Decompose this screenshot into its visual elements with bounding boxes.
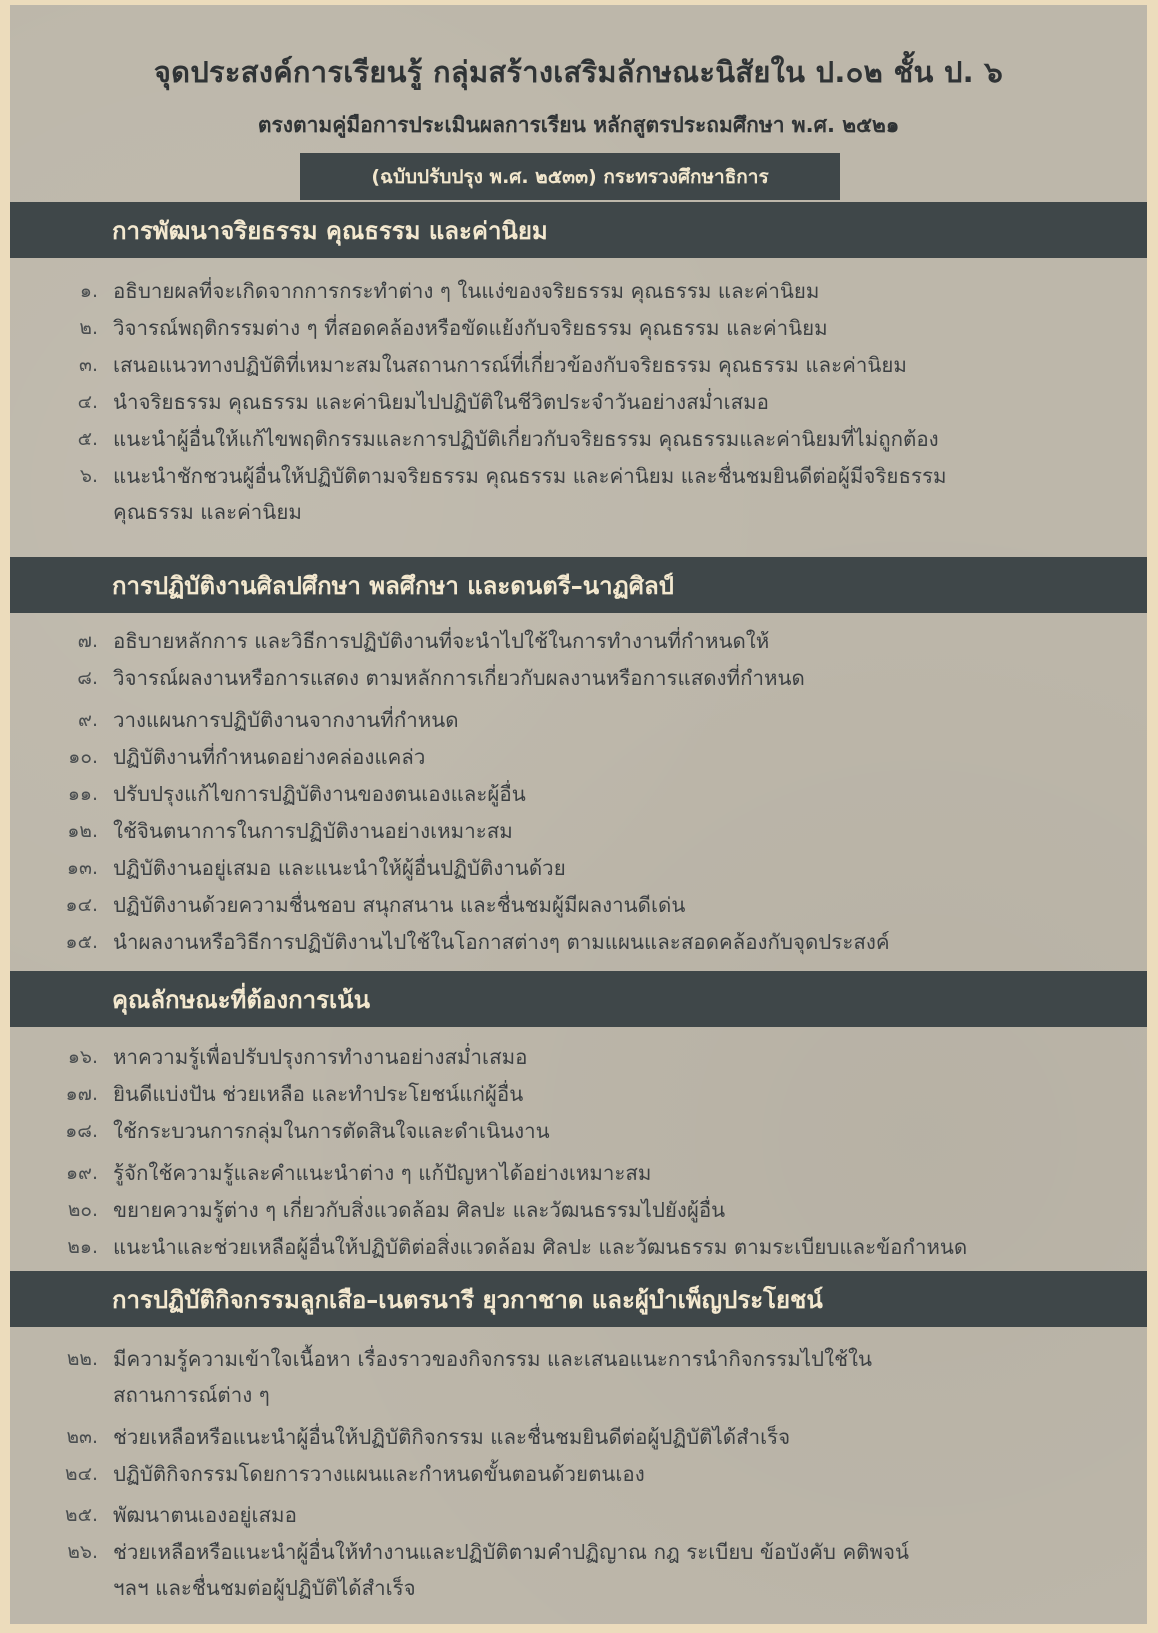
item-number: ๖.: [79, 465, 98, 487]
item-text-line: แนะนำชักชวนผู้อื่นให้ปฏิบัติตามจริยธรรม คุณธรรม และค่านิยม และชื่นชมยินดีต่อผู้มีจริยธรรม: [113, 464, 947, 488]
section-header-desired-traits: [10, 971, 1147, 1027]
item-number: ๒๓.: [66, 1426, 98, 1448]
item-number: ๑๗.: [65, 1083, 98, 1105]
item-number: ๑๐.: [68, 746, 98, 768]
item-number: ๑๔.: [65, 894, 98, 916]
item-text: ปฏิบัติงานด้วยความชื่นชอบ สนุกสนาน และชื่นชมผู้มีผลงานดีเด่น: [113, 893, 686, 917]
item-number: ๒๐.: [67, 1199, 98, 1221]
item-text: ขยายความรู้ต่าง ๆ เกี่ยวกับสิ่งแวดล้อม ศิลปะ และวัฒนธรรมไปยังผู้อื่น: [113, 1198, 726, 1222]
document-subtitle: ตรงตามคู่มือการประเมินผลการเรียน หลักสูตรประถมศึกษา พ.ศ. ๒๕๒๑: [257, 113, 900, 137]
item-number: ๑๑.: [67, 783, 98, 805]
edition-banner: [300, 153, 840, 200]
item-text: [113, 1341, 1137, 1413]
item-text: แนะนำและช่วยเหลือผู้อื่นให้ปฏิบัติต่อสิ่งแวดล้อม ศิลปะ และวัฒนธรรม ตามระเบียบและข้อกำหนด: [113, 1235, 968, 1259]
item-text: ปรับปรุงแก้ไขการปฏิบัติงานของตนเองและผู้อื่น: [113, 782, 526, 806]
item-text-line: ช่วยเหลือหรือแนะนำผู้อื่นให้ทำงานและปฏิบัติตามคำปฏิญาณ กฎ ระเบียบ ข้อบังคับ คติพจน์: [113, 1540, 910, 1564]
item-number: ๒๑.: [67, 1236, 98, 1258]
document-title: จุดประสงค์การเรียนรู้ กลุ่มสร้างเสริมลักษณะนิสัยใน ป.๐๒ ชั้น ป. ๖: [153, 55, 1004, 89]
item-text: รู้จักใช้ความรู้และคำแนะนำต่าง ๆ แก้ปัญหาได้อย่างเหมาะสม: [113, 1161, 652, 1185]
item-number: ๒๒.: [66, 1348, 98, 1370]
item-text: หาความรู้เพื่อปรับปรุงการทำงานอย่างสม่ำเสมอ: [113, 1045, 528, 1069]
item-number: ๑๕.: [65, 931, 98, 953]
item-text: [113, 1534, 1137, 1606]
section-header-ethics: [10, 202, 1147, 258]
item-number: ๒๔.: [65, 1463, 98, 1485]
item-text: ปฏิบัติงานที่กำหนดอย่างคล่องแคล่ว: [113, 745, 426, 769]
section-title: การปฏิบัติงานศิลปศึกษา พลศึกษา และดนตรี–นาฏศิลป์: [112, 571, 674, 600]
item-number: ๕.: [77, 428, 98, 450]
item-number: ๒.: [79, 317, 98, 339]
item-text: ปฏิบัติกิจกรรมโดยการวางแผนและกำหนดขั้นตอนด้วยตนเอง: [113, 1462, 645, 1486]
item-text: วิจารณ์พฤติกรรมต่าง ๆ ที่สอดคล้องหรือขัดแย้งกับจริยธรรม คุณธรรม และค่านิยม: [113, 316, 828, 340]
item-text: เสนอแนวทางปฏิบัติที่เหมาะสมในสถานการณ์ที่เกี่ยวข้องกับจริยธรรม คุณธรรม และค่านิยม: [113, 353, 907, 377]
section-title: การปฏิบัติกิจกรรมลูกเสือ–เนตรนารี ยุวกาชาด และผู้บำเพ็ญประโยชน์: [112, 1285, 823, 1314]
item-text: ใช้จินตนาการในการปฏิบัติงานอย่างเหมาะสม: [113, 819, 513, 843]
item-number: ๓.: [78, 354, 98, 376]
item-number: ๘.: [77, 667, 98, 689]
item-text-line: มีความรู้ความเข้าใจเนื้อหา เรื่องราวของกิจกรรม และเสนอแนะการนำกิจกรรมไปใช้ใน: [113, 1347, 873, 1371]
item-text: แนะนำผู้อื่นให้แก้ไขพฤติกรรมและการปฏิบัติเกี่ยวกับจริยธรรม คุณธรรมและค่านิยมที่ไม่ถูกต้อง: [113, 427, 939, 451]
item-text: นำผลงานหรือวิธีการปฏิบัติงานไปใช้ในโอกาสต่างๆ ตามแผนและสอดคล้องกับจุดประสงค์: [113, 930, 890, 954]
item-text: ใช้กระบวนการกลุ่มในการตัดสินใจและดำเนินงาน: [113, 1119, 550, 1143]
item-number: ๒๕.: [65, 1504, 98, 1526]
item-text: อธิบายหลักการ และวิธีการปฏิบัติงานที่จะนำไปใช้ในการทำงานที่กำหนดให้: [113, 629, 770, 653]
section-header-scouts: [10, 1271, 1147, 1327]
item-number: ๗.: [77, 630, 98, 652]
item-number: ๔.: [77, 391, 98, 413]
item-number: ๒๖.: [67, 1541, 98, 1563]
item-text: พัฒนาตนเองอยู่เสมอ: [113, 1503, 297, 1527]
item-text: ช่วยเหลือหรือแนะนำผู้อื่นให้ปฏิบัติกิจกรรม และชื่นชมยินดีต่อผู้ปฏิบัติได้สำเร็จ: [113, 1425, 791, 1449]
item-text-line: ฯลฯ และชื่นชมต่อผู้ปฏิบัติได้สำเร็จ: [113, 1576, 416, 1600]
item-number: ๑๒.: [67, 820, 98, 842]
section-title: การพัฒนาจริยธรรม คุณธรรม และค่านิยม: [112, 216, 548, 245]
item-number: ๑๖.: [67, 1046, 98, 1068]
item-text: [113, 458, 1137, 530]
item-text: วิจารณ์ผลงานหรือการแสดง ตามหลักการเกี่ยวกับผลงานหรือการแสดงที่กำหนด: [113, 666, 805, 690]
edition-label: (ฉบับปรับปรุง พ.ศ. ๒๕๓๓) กระทรวงศึกษาธิการ: [371, 165, 769, 188]
item-number: ๑.: [79, 280, 98, 302]
item-text: นำจริยธรรม คุณธรรม และค่านิยมไปปฏิบัติในชีวิตประจำวันอย่างสม่ำเสมอ: [113, 390, 769, 414]
item-text: วางแผนการปฏิบัติงานจากงานที่กำหนด: [113, 708, 459, 732]
item-text: ปฏิบัติงานอยู่เสมอ และแนะนำให้ผู้อื่นปฏิบัติงานด้วย: [113, 856, 566, 880]
item-number: ๑๓.: [66, 857, 98, 879]
item-text: ยินดีแบ่งปัน ช่วยเหลือ และทำประโยชน์แก่ผู้อื่น: [113, 1082, 524, 1106]
item-number: ๑๘.: [65, 1120, 98, 1142]
document-panel: [10, 5, 1147, 1624]
item-text-line: คุณธรรม และค่านิยม: [113, 500, 302, 524]
section-header-arts: [10, 557, 1147, 613]
item-text-line: สถานการณ์ต่าง ๆ: [113, 1383, 270, 1407]
item-text: อธิบายผลที่จะเกิดจากการกระทำต่าง ๆ ในแง่ของจริยธรรม คุณธรรม และค่านิยม: [113, 279, 820, 303]
item-number: ๙.: [78, 709, 98, 731]
section-title: คุณลักษณะที่ต้องการเน้น: [112, 985, 370, 1014]
item-number: ๑๙.: [65, 1162, 98, 1184]
